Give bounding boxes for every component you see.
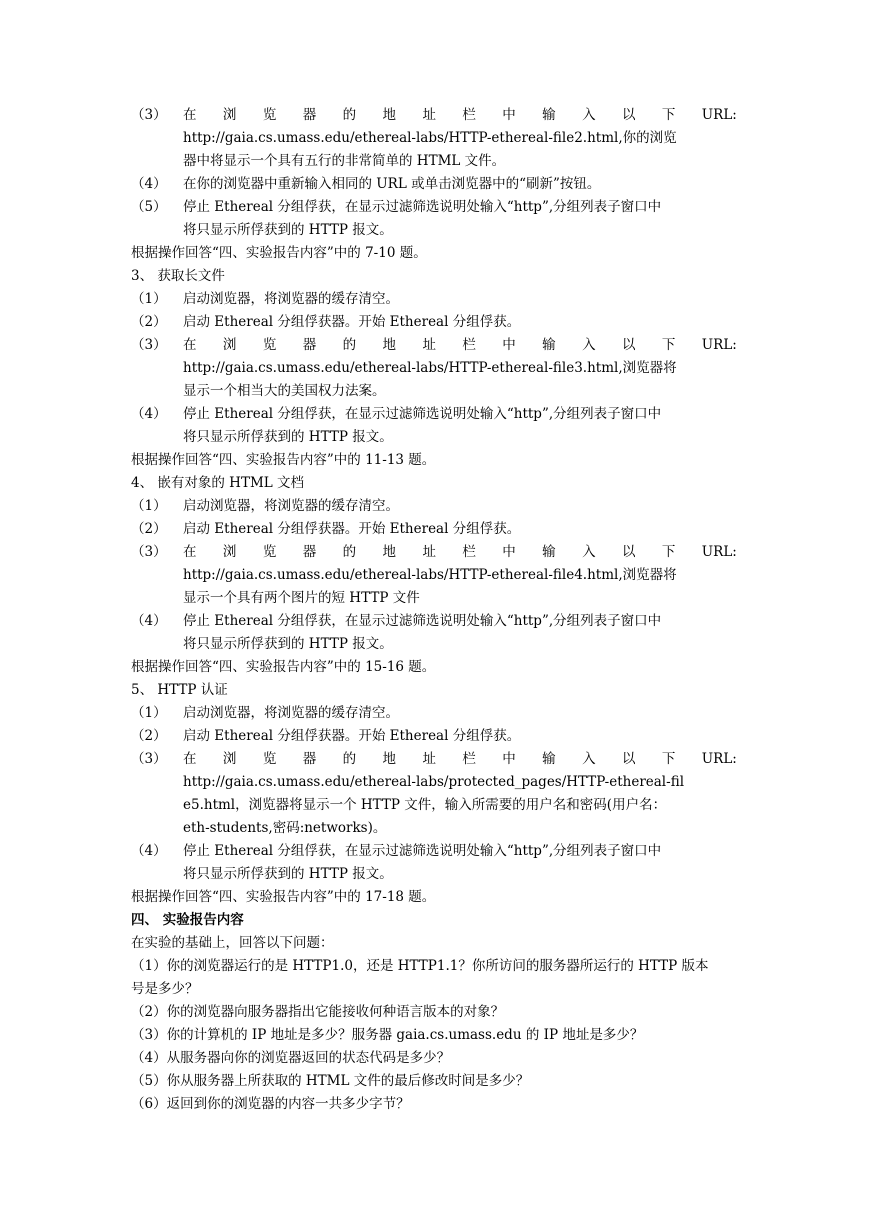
step-word: 入 — [582, 337, 596, 353]
step-text: 启动 Ethereal 分组俘获器。开始 Ethereal 分组俘获。 — [183, 521, 521, 537]
step-text: eth-students,密码:networks)。 — [183, 820, 387, 836]
step-text: http://gaia.cs.umass.edu/ethereal-labs/HTTP-ethereal-file4.html,浏览器将 — [183, 567, 677, 583]
step-word: 栏 — [462, 751, 476, 767]
question-line: （3）你的计算机的 IP 地址是多少？服务器 gaia.cs.umass.edu 的 IP 地址是多少？ — [131, 1027, 644, 1043]
step-text: 停止 Ethereal 分组俘获，在显示过滤筛选说明处输入“http”,分组列表子窗口中 — [183, 843, 662, 859]
step-continuation — [131, 380, 737, 403]
step-text: 将只显示所俘获到的 HTTP 报文。 — [183, 636, 393, 652]
step-text: 器中将显示一个具有五行的非常简单的 HTML 文件。 — [183, 153, 506, 169]
step-number: （1） — [131, 498, 167, 514]
step-word: 在 — [183, 107, 197, 123]
answer-note: 根据操作回答“四、实验报告内容”中的 11-13 题。 — [131, 452, 436, 468]
step-item — [131, 196, 737, 219]
step-word: 览 — [262, 107, 277, 123]
step-word: 器 — [302, 337, 317, 353]
step-word: 以 — [621, 107, 636, 123]
answer-note: 根据操作回答“四、实验报告内容”中的 17-18 题。 — [131, 889, 436, 905]
step-word: 输 — [542, 107, 556, 123]
step-word: 输 — [542, 337, 556, 353]
question-line: （5）你从服务器上所获取的 HTML 文件的最后修改时间是多少？ — [131, 1073, 530, 1089]
step-text — [183, 104, 737, 127]
answer-note: 根据操作回答“四、实验报告内容”中的 7-10 题。 — [131, 245, 427, 261]
step-word: 址 — [422, 337, 436, 353]
step-word: 栏 — [462, 107, 476, 123]
step-text: http://gaia.cs.umass.edu/ethereal-labs/protected_pages/HTTP-ethereal-fil — [183, 774, 685, 790]
step-text: 在你的浏览器中重新输入相同的 URL 或单击浏览器中的“刷新”按钮。 — [183, 176, 601, 192]
step-number: （2） — [131, 314, 167, 330]
step-word: 下 — [661, 107, 676, 123]
step-continuation — [131, 357, 737, 380]
step-word: 地 — [382, 337, 397, 353]
step-word: 在 — [183, 751, 197, 767]
step-word: 的 — [342, 751, 357, 767]
step-word: 地 — [382, 544, 397, 560]
step-number: （3） — [131, 107, 167, 123]
step-word: 浏 — [222, 751, 237, 767]
step-continuation — [131, 219, 737, 242]
step-item — [131, 725, 737, 748]
step-word: 地 — [382, 751, 397, 767]
step-text: 启动浏览器，将浏览器的缓存清空。 — [183, 498, 399, 514]
report-intro: 在实验的基础上，回答以下问题： — [131, 935, 334, 951]
step-item — [131, 541, 737, 564]
step-continuation — [131, 127, 737, 150]
step-text: e5.html，浏览器将显示一个 HTTP 文件，输入所需要的用户名和密码(用户名： — [183, 797, 667, 813]
step-word: 浏 — [222, 337, 237, 353]
step-word: 输 — [542, 751, 556, 767]
step-item — [131, 403, 737, 426]
step-text: 显示一个具有两个图片的短 HTTP 文件 — [183, 590, 420, 606]
step-word: 下 — [661, 337, 676, 353]
step-item — [131, 610, 737, 633]
step-word: 以 — [621, 751, 636, 767]
step-word: 入 — [582, 544, 596, 560]
step-word: 浏 — [222, 544, 237, 560]
step-continuation — [131, 817, 737, 840]
step-item — [131, 104, 737, 127]
step-word: 器 — [302, 751, 317, 767]
step-word: 在 — [183, 337, 197, 353]
step-continuation — [131, 633, 737, 656]
step-word: 栏 — [462, 544, 476, 560]
step-word: 以 — [621, 544, 636, 560]
step-word: 址 — [422, 751, 436, 767]
question-line: （2）你的浏览器向服务器指出它能接收何种语言版本的对象？ — [131, 1004, 505, 1020]
step-number: （3） — [131, 544, 167, 560]
step-word: 址 — [422, 107, 436, 123]
step-word: 器 — [302, 544, 317, 560]
step-word: 入 — [582, 751, 596, 767]
step-word: 地 — [382, 107, 397, 123]
step-word: 入 — [582, 107, 596, 123]
section-title: 4、 嵌有对象的 HTML 文档 — [131, 475, 305, 491]
step-text: 启动 Ethereal 分组俘获器。开始 Ethereal 分组俘获。 — [183, 314, 521, 330]
section-title: 3、 获取长文件 — [131, 268, 225, 284]
step-text — [183, 748, 737, 771]
step-number: （4） — [131, 613, 167, 629]
step-text: 启动浏览器，将浏览器的缓存清空。 — [183, 291, 399, 307]
step-item — [131, 173, 737, 196]
step-number: （4） — [131, 176, 167, 192]
step-text: http://gaia.cs.umass.edu/ethereal-labs/HTTP-ethereal-file3.html,浏览器将 — [183, 360, 677, 376]
step-word: 览 — [262, 337, 277, 353]
step-number: （2） — [131, 728, 167, 744]
step-continuation — [131, 426, 737, 449]
step-text: 停止 Ethereal 分组俘获，在显示过滤筛选说明处输入“http”,分组列表子窗口中 — [183, 199, 662, 215]
step-text: 启动 Ethereal 分组俘获器。开始 Ethereal 分组俘获。 — [183, 728, 521, 744]
step-item — [131, 334, 737, 357]
step-word: URL: — [701, 544, 737, 560]
step-number: （4） — [131, 406, 167, 422]
question-line: （6）返回到你的浏览器的内容一共多少字节？ — [131, 1096, 410, 1112]
step-text: 启动浏览器，将浏览器的缓存清空。 — [183, 705, 399, 721]
step-text: http://gaia.cs.umass.edu/ethereal-labs/HTTP-ethereal-file2.html,你的浏览 — [183, 130, 677, 146]
step-item — [131, 288, 737, 311]
step-text — [183, 334, 737, 357]
step-continuation — [131, 564, 737, 587]
step-word: URL: — [701, 751, 737, 767]
step-word: 览 — [262, 544, 277, 560]
step-word: 输 — [542, 544, 556, 560]
step-continuation — [131, 771, 737, 794]
section-title: 5、 HTTP 认证 — [131, 682, 228, 698]
step-word: 器 — [302, 107, 317, 123]
step-number: （1） — [131, 705, 167, 721]
step-number: （4） — [131, 843, 167, 859]
step-text: 将只显示所俘获到的 HTTP 报文。 — [183, 429, 393, 445]
step-item — [131, 311, 737, 334]
step-word: 址 — [422, 544, 436, 560]
step-text: 将只显示所俘获到的 HTTP 报文。 — [183, 866, 393, 882]
step-text: 停止 Ethereal 分组俘获，在显示过滤筛选说明处输入“http”,分组列表子窗口中 — [183, 406, 662, 422]
step-word: 的 — [342, 107, 357, 123]
step-number: （2） — [131, 521, 167, 537]
step-word: URL: — [701, 337, 737, 353]
answer-note: 根据操作回答“四、实验报告内容”中的 15-16 题。 — [131, 659, 436, 675]
step-text: 将只显示所俘获到的 HTTP 报文。 — [183, 222, 393, 238]
step-word: 浏 — [222, 107, 237, 123]
step-item — [131, 840, 737, 863]
step-word: 下 — [661, 544, 676, 560]
step-item — [131, 702, 737, 725]
step-item — [131, 518, 737, 541]
step-word: 中 — [502, 544, 516, 560]
step-word: 在 — [183, 544, 197, 560]
step-text: 停止 Ethereal 分组俘获，在显示过滤筛选说明处输入“http”,分组列表子窗口中 — [183, 613, 662, 629]
step-word: 中 — [502, 107, 516, 123]
step-word: 览 — [262, 751, 277, 767]
step-item — [131, 748, 737, 771]
step-word: 中 — [502, 751, 516, 767]
step-continuation — [131, 863, 737, 886]
report-heading: 四、 实验报告内容 — [131, 912, 244, 928]
step-word: 以 — [621, 337, 636, 353]
step-text — [183, 541, 737, 564]
step-number: （5） — [131, 199, 167, 215]
step-number: （3） — [131, 751, 167, 767]
step-number: （1） — [131, 291, 167, 307]
step-text: 显示一个相当大的美国权力法案。 — [183, 383, 386, 399]
step-word: URL: — [701, 107, 737, 123]
step-word: 中 — [502, 337, 516, 353]
question-line: （1）你的浏览器运行的是 HTTP1.0，还是 HTTP1.1？你所访问的服务器所运行的 HTTP 版本 — [131, 958, 709, 974]
step-continuation — [131, 150, 737, 173]
step-word: 下 — [661, 751, 676, 767]
step-word: 的 — [342, 544, 357, 560]
step-continuation — [131, 794, 737, 817]
step-word: 栏 — [462, 337, 476, 353]
step-continuation — [131, 587, 737, 610]
question-line: 号是多少？ — [131, 981, 199, 997]
step-word: 的 — [342, 337, 357, 353]
step-item — [131, 495, 737, 518]
question-line: （4）从服务器向你的浏览器返回的状态代码是多少？ — [131, 1050, 451, 1066]
step-number: （3） — [131, 337, 167, 353]
